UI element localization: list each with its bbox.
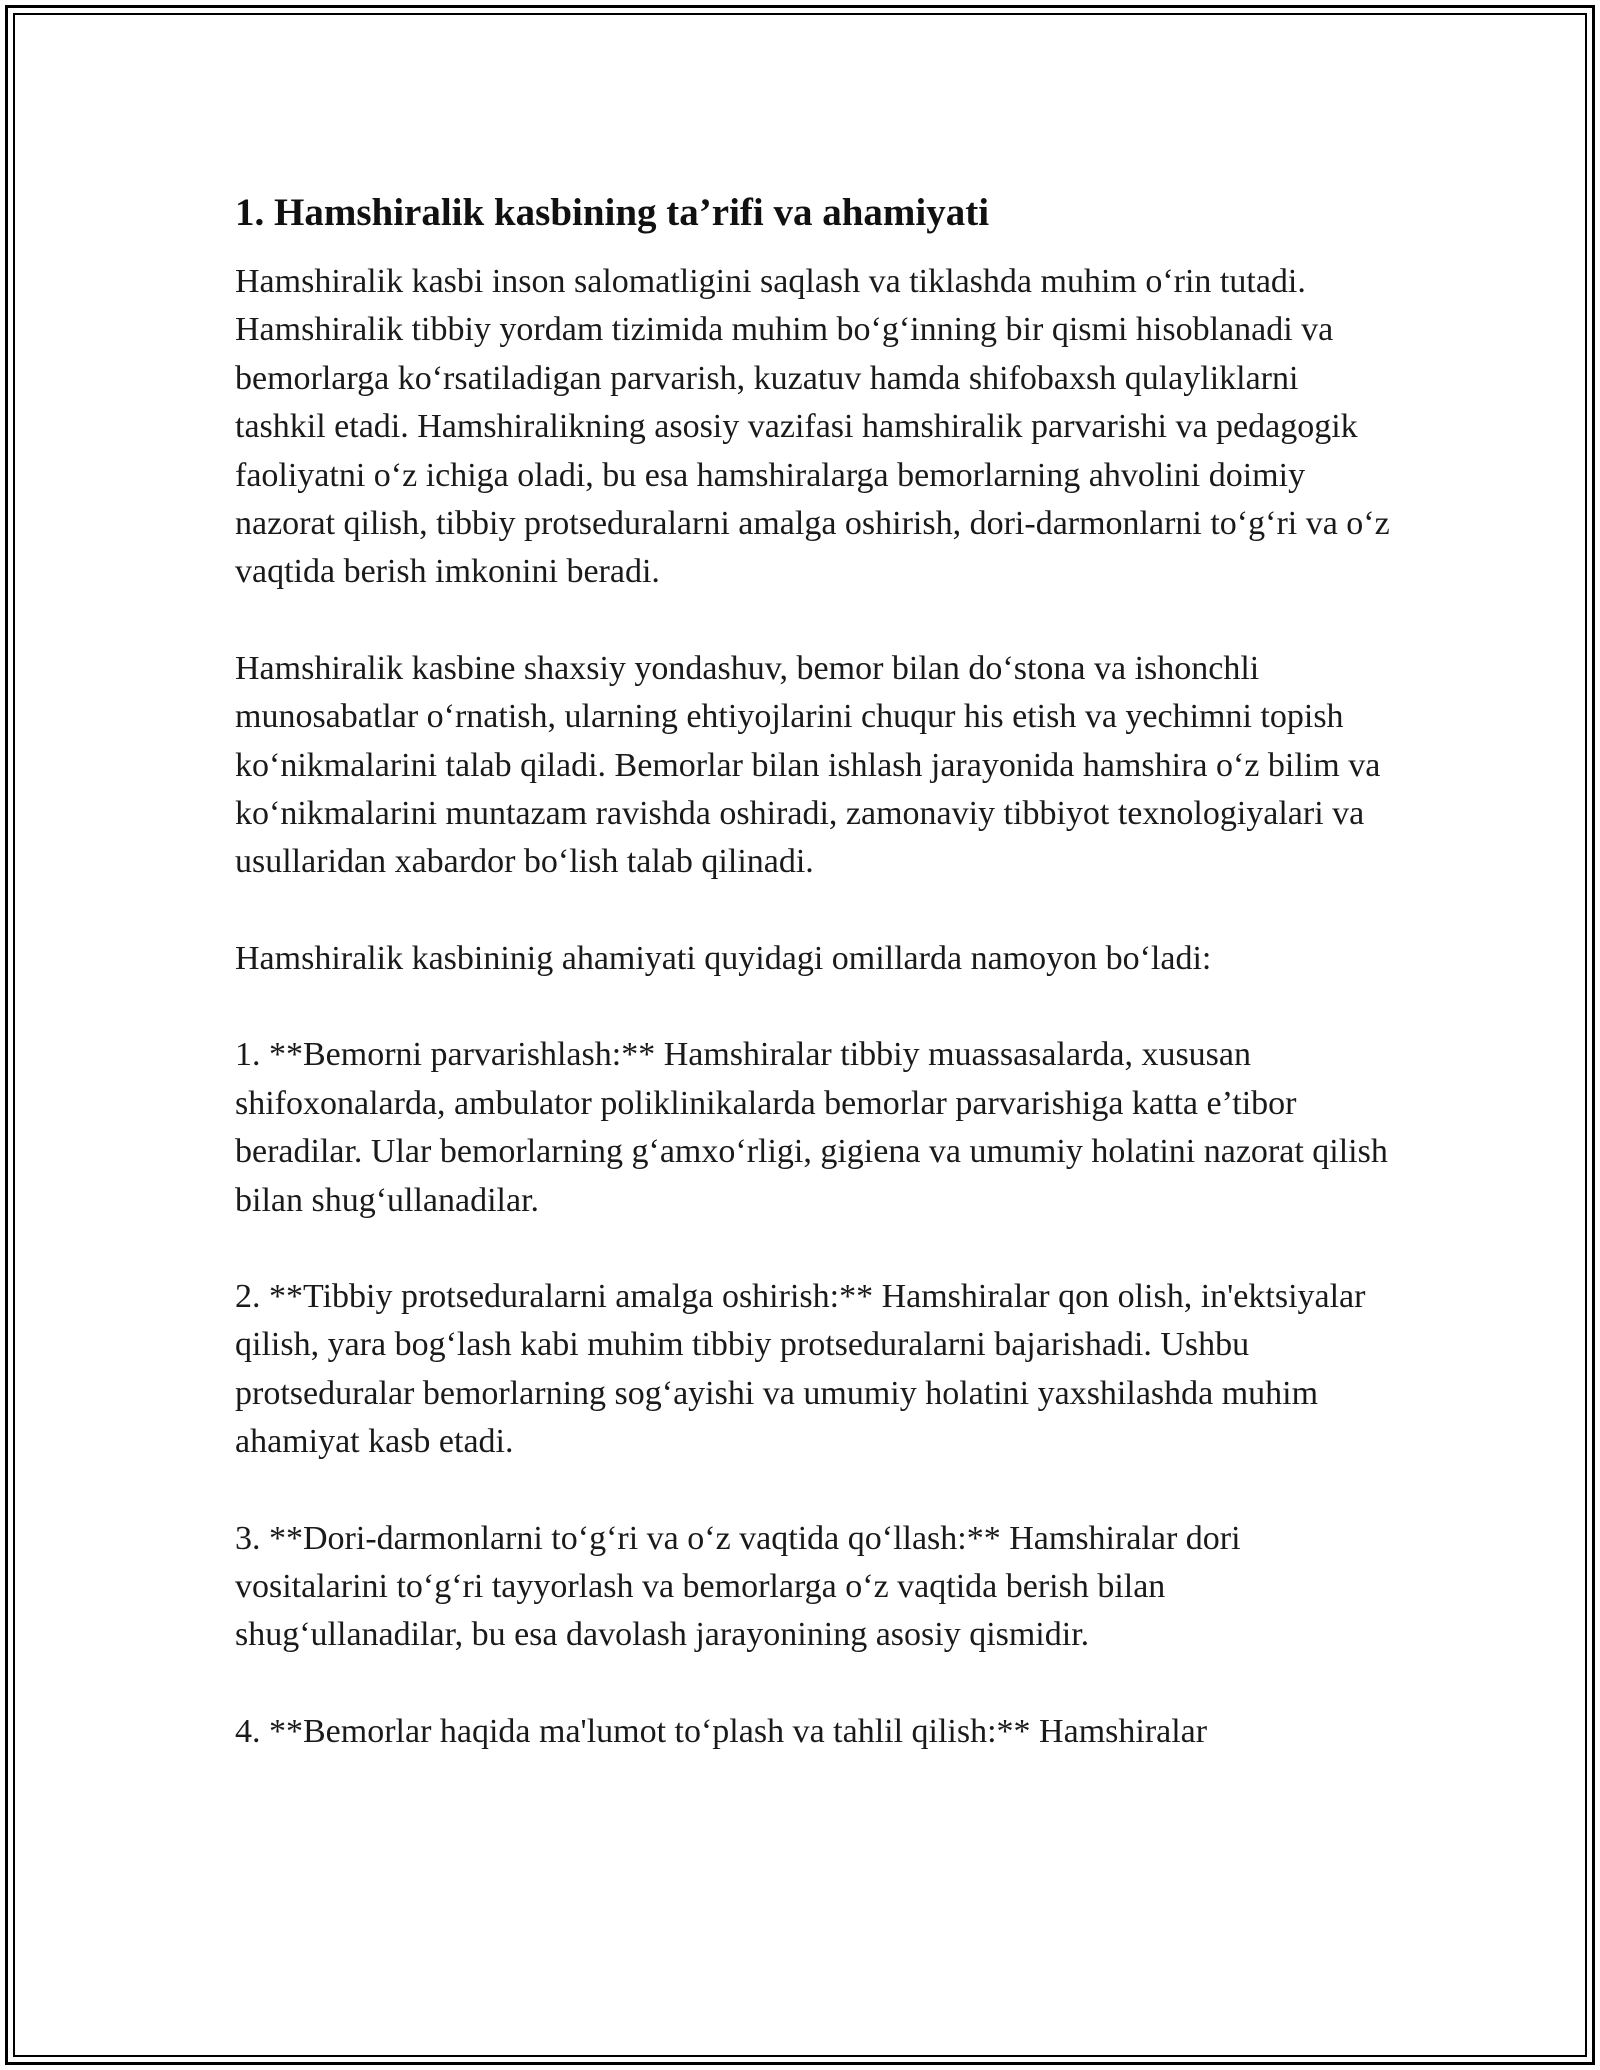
list-item-data-collection: 4. **Bemorlar haqida ma'lumot to‘plash va tahlil qilish:** Hamshiralar	[235, 1712, 1208, 1750]
document-body	[235, 185, 1395, 1756]
importance-intro: Hamshiralik kasbininig ahamiyati quyidagi omillarda namoyon bo‘ladi:	[235, 939, 1212, 977]
intro-paragraph: Hamshiralik kasbi inson salomatligini saqlash va tiklashda muhim o‘rin tutadi. Hamshiralik tibbiy yordam tizimida muhim bo‘g‘inning bir qismi hisoblanadi va bemorlarga ko‘rsatiladigan parvarish, kuzatuv hamda shifobaxsh qulayliklarni tashkil etadi. Hamshiralikning asosiy vazifasi hamshiralik parvarishi va pedagogik faoliyatni o‘z ichiga oladi, bu esa hamshiralarga bemorlarning ahvolini doimiy nazorat qilish, tibbiy protseduralarni amalga oshirish, dori-darmonlarni to‘g‘ri va o‘z vaqtida berish imkonini beradi.	[235, 263, 1390, 591]
section-heading: 1. Hamshiralik kasbining ta’rifi va ahamiyati	[235, 191, 990, 234]
list-item-medication: 3. **Dori-darmonlarni to‘g‘ri va o‘z vaqtida qo‘llash:** Hamshiralar dori vositalarini to‘g‘ri tayyorlash va bemorlarga o‘z vaqtida berish bilan shug‘ullanadilar, bu esa davolash jarayonining asosiy qismidir.	[235, 1519, 1241, 1654]
skills-paragraph: Hamshiralik kasbine shaxsiy yondashuv, bemor bilan do‘stona va ishonchli munosabatlar o‘rnatish, ularning ehtiyojlarini chuqur his etish va yechimni topish ko‘nikmalarini talab qiladi. Bemorlar bilan ishlash jarayonida hamshira o‘z bilim va ko‘nikmalarini muntazam ravishda oshiradi, zamonaviy tibbiyot texnologiyalari va usullaridan xabardor bo‘lish talab qilinadi.	[235, 649, 1381, 881]
list-item-procedures: 2. **Tibbiy protseduralarni amalga oshirish:** Hamshiralar qon olish, in'ektsiyalar qilish, yara bog‘lash kabi muhim tibbiy protseduralarni bajarishadi. Ushbu protseduralar bemorlarning sog‘ayishi va umumiy holatini yaxshilashda muhim ahamiyat kasb etadi.	[235, 1277, 1366, 1461]
list-item-patient-care: 1. **Bemorni parvarishlash:** Hamshiralar tibbiy muassasalarda, xususan shifoxonalarda, ambulator poliklinikalarda bemorlar parvarishiga katta e’tibor beradilar. Ular bemorlarning g‘amxo‘rligi, gigiena va umumiy holatini nazorat qilish bilan shug‘ullanadilar.	[235, 1036, 1388, 1219]
